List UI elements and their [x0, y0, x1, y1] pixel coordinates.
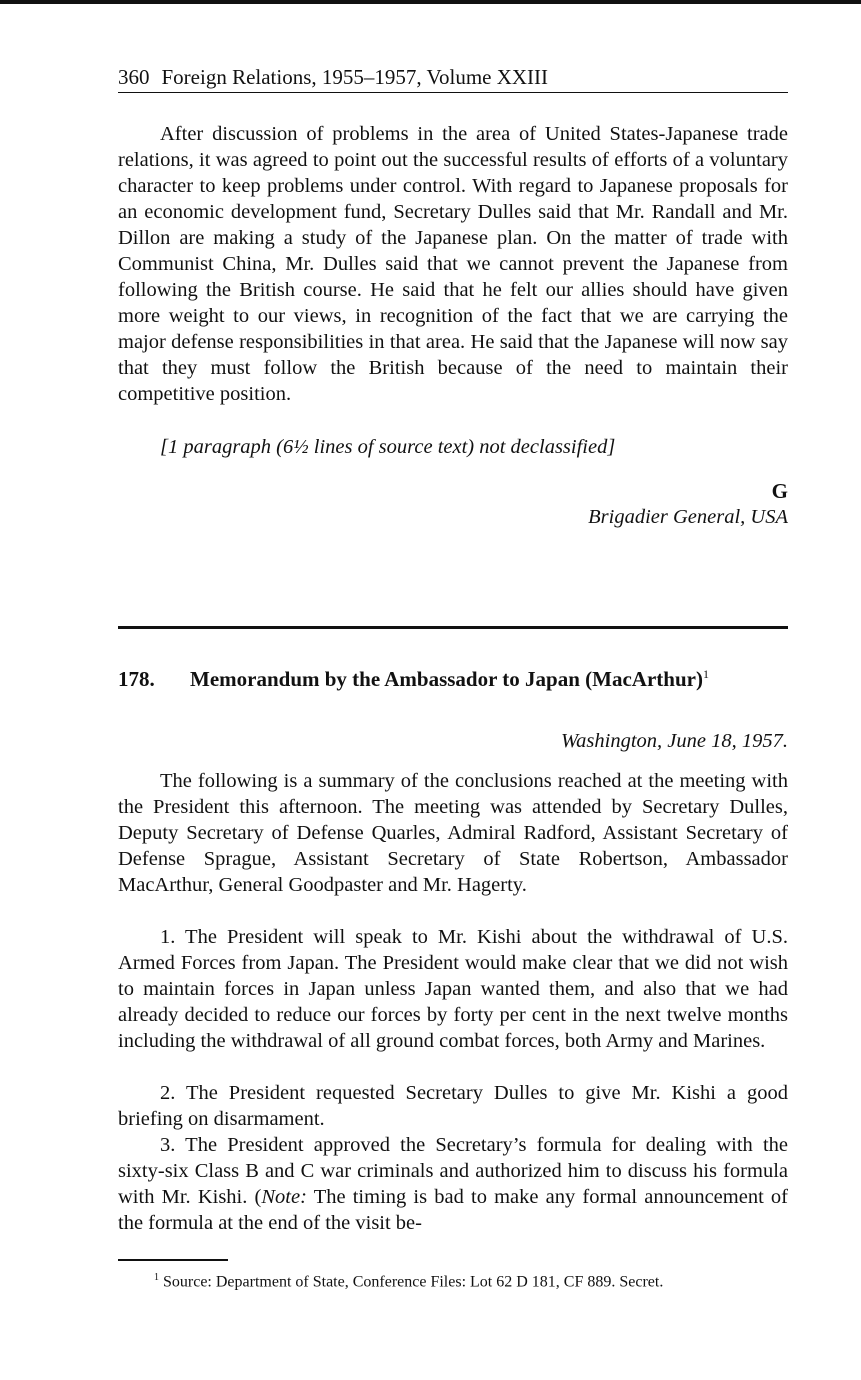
page-number: 360 [118, 65, 150, 89]
paragraph-3-note-label: Note: [261, 1186, 307, 1208]
volume-title: Foreign Relations, 1955–1957, Volume XXIII [161, 65, 549, 89]
running-head [118, 64, 788, 93]
signature-initial: G [771, 479, 788, 503]
paragraph-3-end: The timing is bad to make any formal announcement of the formula at the end of the visit be- [118, 1186, 789, 1234]
document-separator-rule [118, 626, 788, 629]
declassified-note: [1 paragraph (6½ lines of source text) not declassified] [160, 436, 616, 458]
document-paragraph-intro: The following is a summary of the conclusions reached at the meeting with the President this afternoon. The meeting was attended by Secretary Dulles, Deputy Secretary of Defense Quarles, Admiral Radford, Assistant Secretary of Defense Sprague, Assistant Secretary of State Robertson, Ambassador MacArthur, General Goodpaster and Mr. Hagerty. [118, 770, 788, 896]
footnote-reference: 1 [702, 667, 709, 681]
footnote [118, 1268, 788, 1292]
paragraph-3-start: 3. The President approved the Secretary’s formula for dealing with the sixty-six Class B and C war criminals and authorized him to discuss his formula with Mr. Kishi. ( [118, 1134, 788, 1208]
footnote-marker: 1 [154, 1272, 159, 1283]
dateline: Washington, June 18, 1957. [560, 730, 788, 752]
footnote-text: Source: Department of State, Conference Files: Lot 62 D 181, CF 889. Secret. [163, 1273, 664, 1291]
document-heading [118, 660, 788, 693]
top-edge-rule [0, 0, 861, 4]
document-paragraph-2: 2. The President requested Secretary Dulles to give Mr. Kishi a good briefing on disarmament. [118, 1082, 788, 1130]
document-number: 178. [118, 667, 155, 691]
document-paragraph-1: 1. The President will speak to Mr. Kishi about the withdrawal of U.S. Armed Forces from Japan. The President would make clear that we did not wish to maintain forces in Japan unless Japan wanted them, and also that we had already decided to reduce our forces by forty per cent in the next twelve months including the withdrawal of all ground combat forces, both Army and Marines. [118, 926, 788, 1052]
footnote-rule [118, 1259, 228, 1261]
prev-document-paragraph: After discussion of problems in the area of United States-Japanese trade relations, it was agreed to point out the successful results of efforts of a voluntary character to keep problems under control. With regard to Japanese proposals for an economic development fund, Secretary Dulles said that Mr. Randall and Mr. Dillon are making a study of the Japanese plan. On the matter of trade with Communist China, Mr. Dulles said that we cannot prevent the Japanese from following the British course. He said that he felt our allies should have given more weight to our views, in recognition of the fact that we are carrying the major defense responsibilities in that area. He said that the Japanese will now say that they must follow the British because of the need to maintain their competitive position. [118, 123, 788, 405]
document-paragraph-3 [118, 1132, 788, 1236]
signature-title: Brigadier General, USA [588, 506, 788, 528]
document-title: Memorandum by the Ambassador to Japan (MacArthur) [190, 667, 703, 691]
